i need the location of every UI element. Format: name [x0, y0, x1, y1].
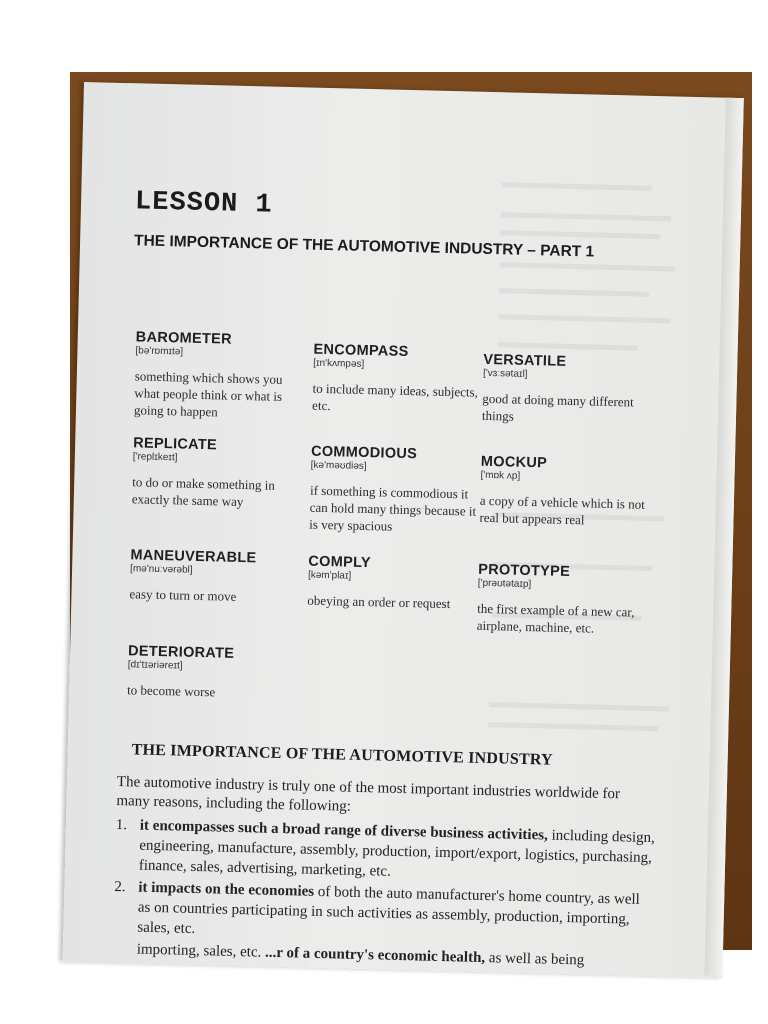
vocab-definition: a copy of a vehicle which is not real but appears real	[479, 492, 646, 528]
section-title: THE IMPORTANCE OF THE AUTOMOTIVE INDUSTRY	[131, 741, 553, 769]
vocab-entry	[479, 454, 651, 530]
vocab-word: DETERIORATE	[127, 643, 235, 662]
list-item	[115, 815, 656, 888]
list-item	[113, 877, 654, 950]
vocab-pronunciation: [bə'rɒmɪtə]	[135, 345, 184, 358]
vocab-word: COMMODIOUS	[310, 443, 418, 463]
vocab-definition: good at doing many different things	[481, 390, 634, 424]
vocab-pronunciation: ['prəʊtətaɪp]	[477, 577, 532, 591]
list-text: of both the auto manufacturer's home country, as well as on countries participating in such activities as assembly, production, importing, sales, etc.	[137, 883, 640, 937]
list-text: including design, engineering, manufacture, assembly, production, import/export, logistics, purchasing, finance, sales, advertising, marketing, etc.	[138, 827, 656, 880]
vocab-pronunciation: [mə'nuːvərəbl]	[129, 563, 193, 576]
book-photo	[70, 72, 752, 969]
vocab-definition: to become worse	[126, 682, 216, 700]
cut-line-emphasis: ...r of a country's economic health,	[264, 944, 486, 967]
vocab-entry	[127, 643, 298, 702]
vocab-definition: if something is commodious it can hold many things because it is very spacious	[309, 482, 477, 534]
list-emphasis: it impacts on the economies	[138, 879, 315, 900]
vocab-pronunciation: [ɪn'kʌmpəs]	[313, 357, 365, 370]
vocab-entry	[132, 435, 304, 511]
vocab-entry	[482, 352, 654, 428]
vocab-word: ENCOMPASS	[313, 341, 409, 361]
lesson-subtitle: THE IMPORTANCE OF THE AUTOMOTIVE INDUSTRY – PART 1	[133, 232, 595, 261]
lesson-title: LESSON 1	[134, 187, 274, 221]
vocab-entry	[312, 342, 484, 418]
vocab-word: VERSATILE	[483, 351, 567, 370]
vocab-entry	[307, 554, 478, 613]
vocab-entry	[309, 444, 481, 537]
vocab-word: COMPLY	[308, 553, 372, 572]
vocab-definition: obeying an order or request	[307, 592, 451, 612]
vocab-pronunciation: [dɪ'tɪəriəreɪt]	[127, 659, 183, 672]
vocab-word: BAROMETER	[135, 329, 233, 348]
cut-line-rest: as well as being	[484, 950, 585, 969]
vocab-word: REPLICATE	[132, 435, 218, 454]
vocab-word: PROTOTYPE	[478, 561, 571, 581]
cut-line-text: importing, sales, etc.	[136, 941, 262, 961]
vocab-pronunciation: [kə'məʊdiəs]	[310, 459, 367, 473]
vocab-definition: something which shows you what people think or what is going to happen	[133, 368, 283, 420]
vocab-entry	[134, 329, 306, 422]
vocab-pronunciation: ['vɜːsətaɪl]	[482, 367, 528, 380]
list-number: 2.	[114, 878, 126, 896]
list-number: 1.	[115, 817, 128, 834]
importance-list	[113, 815, 656, 974]
vocab-pronunciation: ['mɒk ʌp]	[480, 469, 521, 482]
vocab-word: MANEUVERABLE	[130, 547, 257, 567]
vocab-word: MOCKUP	[480, 453, 548, 472]
vocab-definition: easy to turn or move	[129, 586, 237, 604]
vocab-entry	[129, 547, 300, 606]
vocab-pronunciation: ['replɪkeɪt]	[132, 451, 178, 464]
book-page	[62, 82, 743, 978]
vocab-definition: to include many ideas, subjects, etc.	[311, 380, 479, 414]
vocab-definition: the first example of a new car, airplane, machine, etc.	[476, 600, 635, 636]
vocab-definition: to do or make something in exactly the same way	[131, 474, 276, 510]
vocab-entry	[477, 562, 649, 638]
vocab-pronunciation: [kəm'plaɪ]	[307, 569, 352, 582]
section-intro: The automotive industry is truly one of the most important industries worldwide for many reasons, including the following:	[116, 774, 621, 815]
list-emphasis: it encompasses such a broad range of diverse business activities,	[139, 817, 548, 844]
